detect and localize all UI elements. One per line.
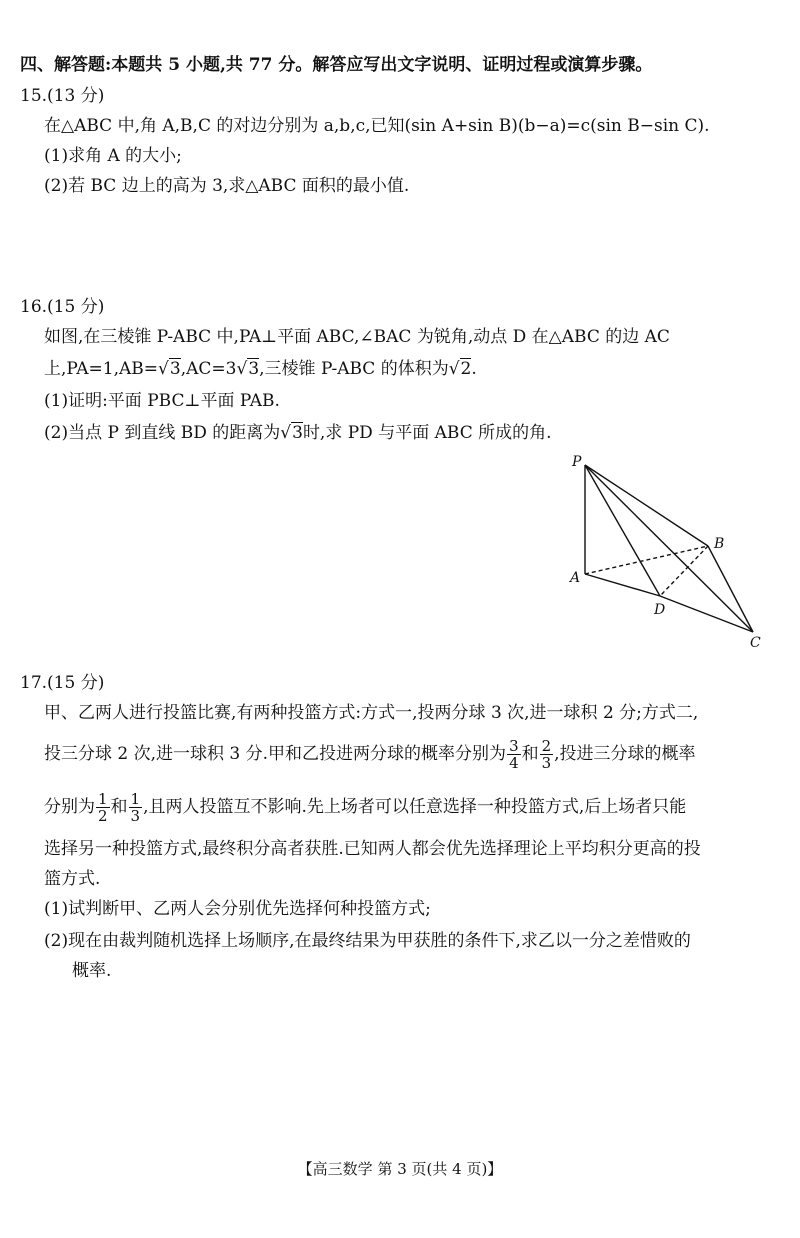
q16-number: 16.(15 分) bbox=[20, 297, 105, 317]
label-b: B bbox=[714, 536, 725, 552]
section-title: 四、解答题:本题共 5 小题,共 77 分。解答应写出文字说明、证明过程或演算步骤。 bbox=[20, 55, 653, 75]
fraction-1-3 bbox=[129, 791, 143, 824]
q16-part2 bbox=[44, 420, 552, 446]
q16-part2-text-b: 时,求 PD 与平面 ABC 所成的角. bbox=[302, 423, 552, 443]
q15-part2: (2)若 BC 边上的高为 3,求△ABC 面积的最小值. bbox=[44, 176, 410, 196]
q16-stem-text-d: . bbox=[471, 359, 477, 379]
q17-line2-text-a: 投三分球 2 次,进一球积 3 分.甲和乙投进两分球的概率分别为 bbox=[44, 744, 507, 764]
label-d: D bbox=[654, 602, 666, 618]
sqrt2-volume-radicand: 2 bbox=[460, 359, 472, 379]
fraction-3-4-denominator: 4 bbox=[509, 754, 519, 772]
q16-stem-text-a: 上,PA=1,AB= bbox=[44, 359, 159, 379]
sqrt3-distance-radicand: 3 bbox=[292, 423, 303, 443]
q15-stem: 在△ABC 中,角 A,B,C 的对边分别为 a,b,c,已知(sin A+sin B)(b−a)=c(sin B−sin C). bbox=[44, 116, 710, 136]
edge-dc bbox=[660, 596, 753, 632]
sqrt3-ac-radicand: 3 bbox=[248, 359, 260, 379]
label-c: C bbox=[750, 635, 761, 651]
fraction-3-4 bbox=[507, 738, 521, 771]
q17-line2-text-b: 和 bbox=[521, 744, 539, 764]
edge-pd bbox=[585, 465, 660, 596]
pyramid-figure bbox=[560, 450, 770, 655]
q17-line3 bbox=[44, 791, 686, 824]
edge-bc bbox=[708, 546, 753, 632]
q15-number: 15.(13 分) bbox=[20, 86, 105, 106]
q16-stem-text-b: ,AC=3 bbox=[180, 359, 237, 379]
sqrt3-ab: √3 bbox=[158, 359, 181, 379]
sqrt3-ac: √3 bbox=[236, 359, 260, 379]
q16-stem-text-c: ,三棱锥 P-ABC 的体积为 bbox=[259, 359, 449, 379]
q16-stem-line2 bbox=[44, 356, 477, 382]
q16-stem-line1: 如图,在三棱锥 P-ABC 中,PA⊥平面 ABC,∠BAC 为锐角,动点 D 在△ABC 的边 AC bbox=[44, 327, 670, 347]
sqrt3-ab-radicand: 3 bbox=[169, 359, 181, 379]
fraction-2-3 bbox=[540, 738, 554, 771]
fraction-1-3-numerator: 1 bbox=[130, 790, 141, 808]
label-p: P bbox=[572, 454, 582, 470]
q17-line5: 篮方式. bbox=[44, 869, 101, 889]
page-footer: 【高三数学 第 3 页(共 4 页)】 bbox=[297, 1160, 503, 1178]
q17-line3-text-a: 分别为 bbox=[44, 797, 95, 817]
label-a: A bbox=[570, 570, 581, 586]
q17-line4: 选择另一种投篮方式,最终积分高者获胜.已知两人都会优先选择理论上平均积分更高的投 bbox=[44, 839, 701, 859]
q17-part2-line1: (2)现在由裁判随机选择上场顺序,在最终结果为甲获胜的条件下,求乙以一分之差惜败的 bbox=[44, 931, 691, 951]
q17-line1: 甲、乙两人进行投篮比赛,有两种投篮方式:方式一,投两分球 3 次,进一球积 2 分;方式二, bbox=[44, 703, 699, 723]
fraction-1-3-denominator: 3 bbox=[130, 807, 141, 825]
q16-part1: (1)证明:平面 PBC⊥平面 PAB. bbox=[44, 391, 280, 411]
sqrt3-distance: √3 bbox=[280, 423, 303, 443]
edge-bd-dashed bbox=[660, 546, 708, 596]
fraction-1-2-denominator: 2 bbox=[98, 807, 108, 825]
fraction-1-2-numerator: 1 bbox=[98, 790, 108, 808]
fraction-2-3-denominator: 3 bbox=[541, 754, 552, 772]
q15-part1: (1)求角 A 的大小; bbox=[44, 146, 182, 166]
q17-line3-text-b: 和 bbox=[110, 797, 128, 817]
q17-line2-text-c: ,投进三分球的概率 bbox=[554, 744, 696, 764]
q17-number: 17.(15 分) bbox=[20, 673, 105, 693]
fraction-2-3-numerator: 2 bbox=[541, 737, 552, 755]
q16-part2-text-a: (2)当点 P 到直线 BD 的距离为 bbox=[44, 423, 281, 443]
q17-line3-text-c: ,且两人投篮互不影响.先上场者可以任意选择一种投篮方式,后上场者只能 bbox=[143, 797, 687, 817]
fraction-1-2 bbox=[96, 791, 110, 824]
fraction-3-4-numerator: 3 bbox=[509, 737, 519, 755]
edge-pb bbox=[585, 465, 708, 546]
q17-line2 bbox=[44, 738, 696, 771]
edge-pc bbox=[585, 465, 753, 632]
sqrt2-volume: √2 bbox=[448, 359, 472, 379]
q17-part1: (1)试判断甲、乙两人会分别优先选择何种投篮方式; bbox=[44, 899, 431, 919]
q17-part2-line2: 概率. bbox=[72, 961, 112, 981]
